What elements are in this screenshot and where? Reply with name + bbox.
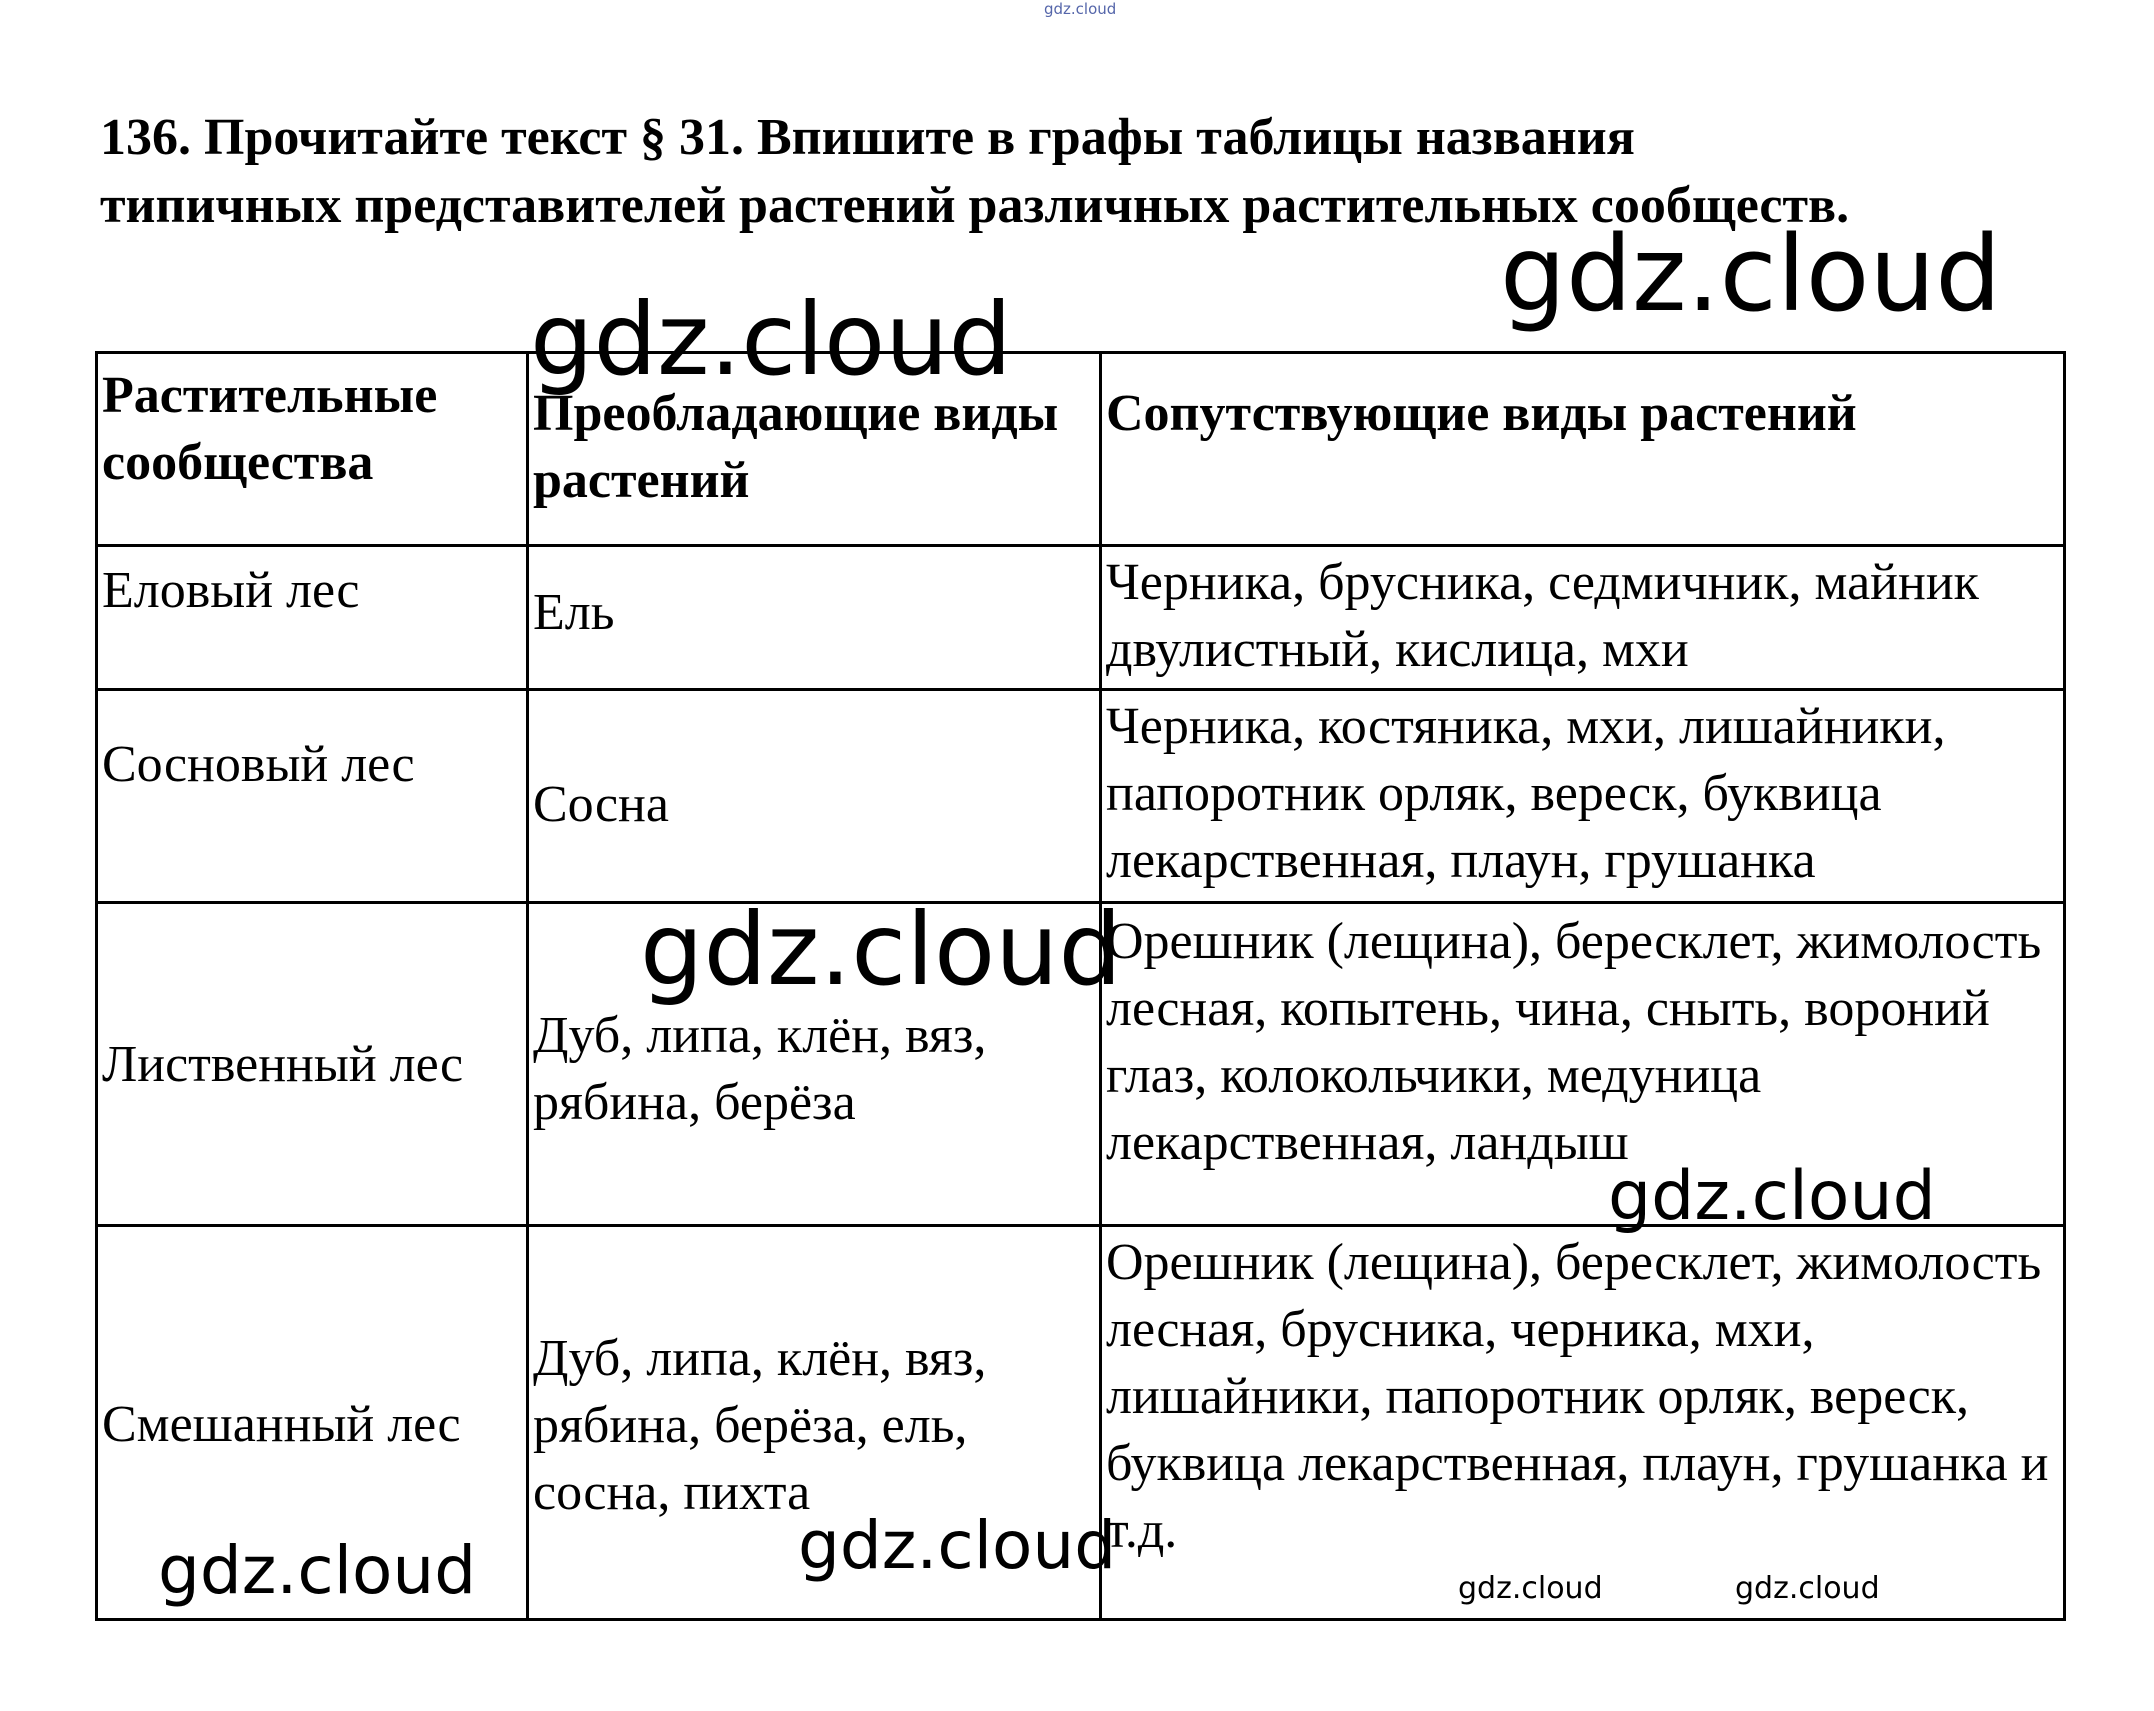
header-communities: Растительные сообщества [97, 353, 528, 546]
cell-accompanying: Черника, костяника, мхи, лишайники, папоротник орляк, вереск, буквица лекарственная, плаун, грушанка [1101, 690, 2065, 903]
cell-dominant: Ель [528, 546, 1101, 690]
watermark: gdz.cloud [1608, 1157, 1936, 1236]
cell-community: Еловый лес [97, 546, 528, 690]
cell-dominant: Дуб, липа, клён, вяз, рябина, берёза, ель, сосна, пихта [528, 1226, 1101, 1620]
header-accompanying: Сопутствующие виды растений [1101, 353, 2065, 546]
cell-community: Сосновый лес [97, 690, 528, 903]
task-text: 136. Прочитайте текст § 31. Впишите в графы таблицы названия типичных представителей растений различных растительных сообществ. [100, 109, 1850, 234]
watermark: gdz.cloud [640, 891, 1123, 1008]
cell-dominant: Сосна [528, 690, 1101, 903]
cell-accompanying: Черника, брусника, седмичник, майник двулистный, кислица, мхи [1101, 546, 2065, 690]
cell-accompanying: Орешник (лещина), бересклет, жимолость лесная, копытень, чина, сныть, вороний глаз, колокольчики, медуница лекарственная, ландыш [1101, 903, 2065, 1226]
cell-accompanying: Орешник (лещина), бересклет, жимолость лесная, брусника, черника, мхи, лишайники, папоротник орляк, вереск, буквица лекарственная, плаун, грушанка и т.д. [1101, 1226, 2065, 1620]
table-row [97, 546, 2065, 690]
cell-dominant: Дуб, липа, клён, вяз, рябина, берёза [528, 903, 1101, 1226]
cell-community: Лиственный лес [97, 903, 528, 1226]
watermark: gdz.cloud [158, 1532, 477, 1609]
watermark: gdz.cloud [798, 1507, 1117, 1584]
watermark: gdz.cloud [1735, 1571, 1880, 1606]
cell-community: Смешанный лес [97, 1226, 528, 1620]
watermark: gdz.cloud [1500, 213, 2002, 335]
watermark: gdz.cloud [530, 281, 1013, 398]
table-header-row [97, 353, 2065, 546]
table-row [97, 690, 2065, 903]
watermark: gdz.cloud [1044, 0, 1117, 18]
watermark: gdz.cloud [1458, 1571, 1603, 1606]
header-dominant: Преобладающие виды растений [528, 353, 1101, 546]
